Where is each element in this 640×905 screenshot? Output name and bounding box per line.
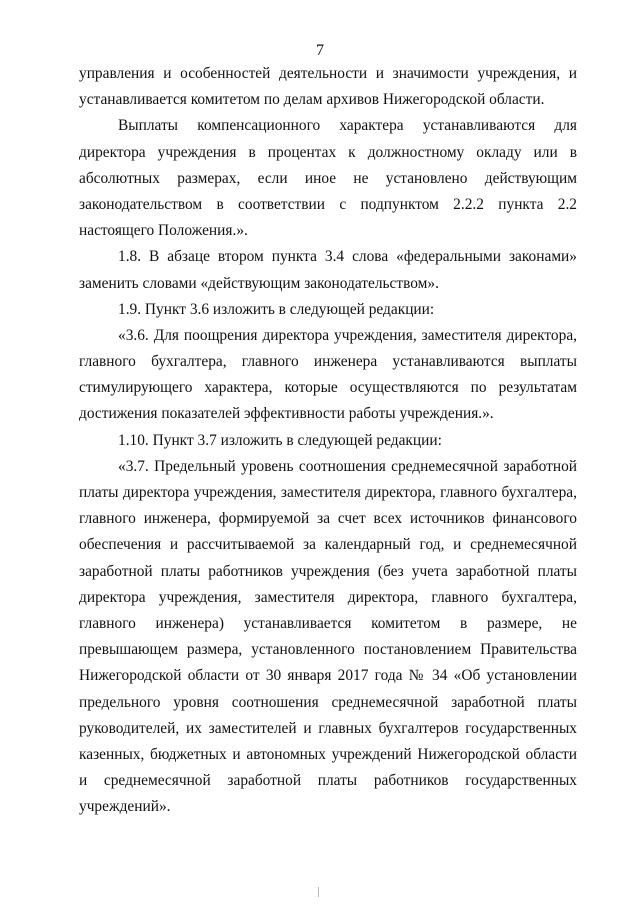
text-line: абсолютных размерах, если иное не установлено действующим bbox=[79, 169, 577, 187]
text-line: главного инженера, формируемой за счет всех источников финансового bbox=[79, 510, 577, 528]
document-body bbox=[79, 61, 577, 820]
text-line: Нижегородской области от 30 января 2017 года № 34 «Об установлении bbox=[79, 667, 577, 685]
text-line: заменить словами «действующим законодательством». bbox=[79, 274, 439, 292]
text-line: директора учреждения в процентах к должностному окладу или в bbox=[79, 143, 577, 161]
scan-artifact bbox=[318, 887, 319, 897]
text-line: платы директора учреждения, заместителя директора, главного бухгалтера, bbox=[79, 484, 577, 501]
text-line: казенных, бюджетных и автономных учреждений Нижегородской области bbox=[79, 745, 577, 763]
text-line: и среднемесячной заработной платы работников государственных bbox=[79, 772, 577, 790]
text-line: устанавливается комитетом по делам архивов Нижегородской области. bbox=[79, 91, 545, 109]
text-line: главного инженера) устанавливается комитетом в размере, не bbox=[79, 614, 577, 632]
text-line: 1.9. Пункт 3.6 изложить в следующей редакции: bbox=[118, 300, 435, 318]
text-line: предельного уровня соотношения среднемесячной заработной платы bbox=[79, 693, 577, 711]
page-number: 7 bbox=[316, 42, 324, 59]
text-line: настоящего Положения.». bbox=[79, 222, 248, 240]
text-line: Выплаты компенсационного характера устанавливаются для bbox=[118, 117, 577, 135]
text-line: заработной платы работников учреждения (без учета заработной платы bbox=[79, 562, 577, 580]
text-line: 1.8. В абзаце втором пункта 3.4 слова «федеральными законами» bbox=[118, 248, 577, 266]
text-line: обеспечения и рассчитываемой за календарный год, и среднемесячной bbox=[79, 536, 577, 554]
text-line: достижения показателей эффективности работы учреждения.». bbox=[79, 405, 494, 423]
text-line: руководителей, их заместителей и главных бухгалтеров государственных bbox=[79, 719, 577, 737]
text-line: главного бухгалтера, главного инженера устанавливаются выплаты bbox=[79, 353, 577, 371]
text-line: законодательством в соответствии с подпунктом 2.2.2 пункта 2.2 bbox=[79, 195, 577, 213]
text-line: директора учреждения, заместителя директора, главного бухгалтера, bbox=[79, 588, 577, 606]
text-line: превышающем размера, установленного постановлением Правительства bbox=[79, 641, 577, 659]
text-line: «3.6. Для поощрения директора учреждения, заместителя директора, bbox=[118, 326, 577, 344]
text-line: «3.7. Предельный уровень соотношения среднемесячной заработной bbox=[118, 457, 577, 475]
text-line: управления и особенностей деятельности и значимости учреждения, и bbox=[79, 65, 577, 82]
text-line: учреждений». bbox=[79, 798, 171, 816]
text-line: стимулирующего характера, которые осуществляются по результатам bbox=[79, 379, 577, 397]
text-line: 1.10. Пункт 3.7 изложить в следующей редакции: bbox=[118, 431, 442, 449]
